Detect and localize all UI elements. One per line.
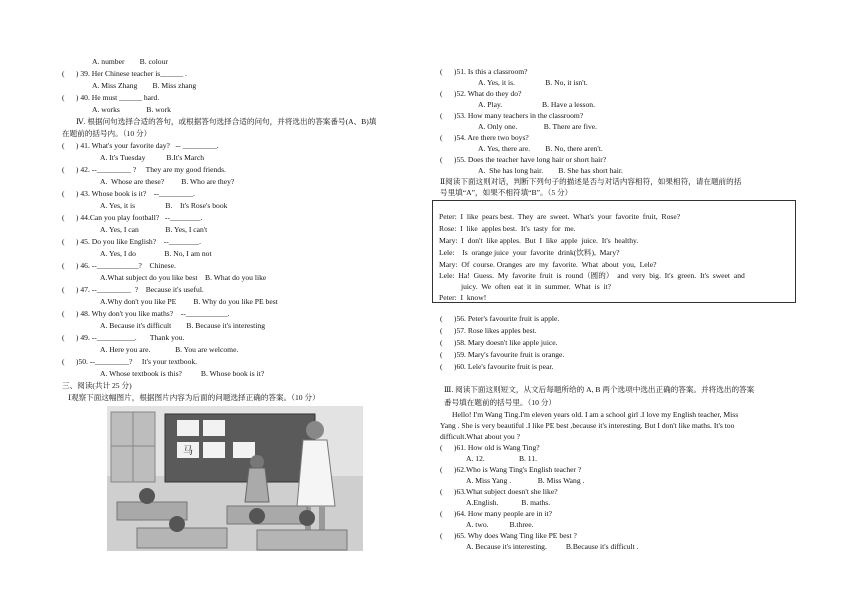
dialogue-line: juicy. We often eat it in summer. What is it? xyxy=(461,282,612,291)
question-45: ( ) 45. Do you like English? --________. xyxy=(62,237,201,246)
section-3-reading-heading: Ⅲ. 阅读下面这则短文，从文后每题所给的 A, B 两个选项中选出正确的答案。并将选出的答案 xyxy=(444,385,755,394)
question-48: ( ) 48. Why don't you like maths? --___________. xyxy=(62,309,230,318)
dialogue-line: Mary: I don't like apples. But I like apple juice. It's healthy. xyxy=(439,236,639,245)
question-64: ( )64. How many people are in it? xyxy=(440,509,552,518)
options-43: A. Yes, it is B. It's Rose's book xyxy=(100,201,228,210)
question-59: ( )59. Mary's favourite fruit is orange. xyxy=(440,350,565,359)
options-61: A. 12. B. 11. xyxy=(466,454,538,463)
question-44: ( ) 44.Can you play football? --________. xyxy=(62,213,203,222)
question-54: ( )54. Are there two boys? xyxy=(440,133,529,142)
options-54: A. Yes, there are. B. No, there aren't. xyxy=(478,144,603,153)
options-53: A. Only one. B. There are five. xyxy=(478,122,598,131)
passage-line: Yang . She is very beautiful .I like PE best ,because it's interesting. But I don't like maths. It's too xyxy=(440,421,735,430)
options-55: A. She has long hair. B. She has short hair. xyxy=(478,166,623,175)
options-62: A. Miss Yang . B. Miss Wang . xyxy=(466,476,585,485)
question-61: ( )61. How old is Wang Ting? xyxy=(440,443,540,452)
passage-line: Hello! I'm Wang Ting.I'm eleven years old. I am a school girl .I love my English teacher, Miss xyxy=(452,410,739,419)
question-43: ( ) 43. Whose book is it? --_________. xyxy=(62,189,195,198)
options-52: A. Play. B. Have a lesson. xyxy=(478,100,595,109)
classroom-illustration xyxy=(107,406,363,551)
options-48: A. Because it's difficult B. Because it's interesting xyxy=(100,321,265,330)
options-63: A.English. B. maths. xyxy=(466,498,551,507)
options-47: A.Why don't you like PE B. Why do you like PE best xyxy=(100,297,278,306)
question-58: ( )58. Mary doesn't like apple juice. xyxy=(440,338,558,347)
section-2-heading-cont: 号里填“A”，如果不相符填“B”。（5 分） xyxy=(440,188,573,197)
section-3-heading: 三、阅读(共计 25 分) xyxy=(62,381,132,390)
question-57: ( )57. Rose likes apples best. xyxy=(440,326,537,335)
dialogue-line: Lele: Ha! Guess. My favorite fruit is round（圆的） and very big. It's green. It's sweet and xyxy=(439,271,745,280)
option-line: A. number B. colour xyxy=(92,57,168,66)
reading-1-instructions: Ⅰ观察下面这幅图片，根据图片内容为后面的问题选择正确的答案。（10 分） xyxy=(68,393,320,402)
section-4-heading: Ⅳ. 根据问句选择合适的答句，或根据答句选择合适的问句，并将选出的答案番号(A、B)填 xyxy=(76,117,377,126)
dialogue-line: Peter: I like pears best. They are sweet. What's your favorite fruit, Rose? xyxy=(439,212,681,221)
dialogue-box xyxy=(432,200,796,303)
question-56: ( )56. Peter's favourite fruit is apple. xyxy=(440,314,560,323)
board-character: 马 xyxy=(183,446,193,457)
options-64: A. two. B.three. xyxy=(466,520,534,529)
options-44: A. Yes, I can B. Yes, I can't xyxy=(100,225,208,234)
question-51: ( )51. Is this a classroom? xyxy=(440,67,528,76)
question-47: ( ) 47. --_________ ? Because it's useful. xyxy=(62,285,204,294)
question-50: ( )50. --_________? It's your textbook. xyxy=(62,357,198,366)
section-3-reading-heading-cont: 番号填在题前的括号里。（10 分） xyxy=(444,398,557,407)
question-52: ( )52. What do they do? xyxy=(440,89,522,98)
options-40: A. works B. work xyxy=(92,105,171,114)
options-50: A. Whose textbook is this? B. Whose book is it? xyxy=(100,369,265,378)
question-49: ( ) 49. --__________. Thank you. xyxy=(62,333,185,342)
question-39: ( ) 39. Her Chinese teacher is______ . xyxy=(62,69,187,78)
question-55: ( )55. Does the teacher have long hair or short hair? xyxy=(440,155,607,164)
options-42: A. Whose are these? B. Who are they? xyxy=(100,177,235,186)
section-4-heading-cont: 在题前的括号内。（10 分） xyxy=(62,129,152,138)
options-65: A. Because it's interesting. B.Because it's difficult . xyxy=(466,542,639,551)
question-42: ( ) 42. --_________ ? They are my good friends. xyxy=(62,165,226,174)
passage-line: difficult.What about you ? xyxy=(440,432,520,441)
section-2-heading: Ⅱ阅读下面这则对话，判断下列句子的描述是否与对话内容相符，如果相符，请在题前的括 xyxy=(440,177,742,186)
options-49: A. Here you are. B. You are welcome. xyxy=(100,345,239,354)
question-63: ( )63.What subject doesn't she like? xyxy=(440,487,558,496)
question-62: ( )62.Who is Wang Ting's English teacher ? xyxy=(440,465,582,474)
question-65: ( )65. Why does Wang Ting like PE best ? xyxy=(440,531,577,540)
question-41: ( ) 41. What's your favorite day? -- _________. xyxy=(62,141,219,150)
options-41: A. It's Tuesday B.It's March xyxy=(100,153,204,162)
question-53: ( )53. How many teachers in the classroom? xyxy=(440,111,584,120)
question-46: ( ) 46. --___________? Chinese. xyxy=(62,261,176,270)
options-39: A. Miss Zhang B. Miss zhang xyxy=(92,81,197,90)
dialogue-line: Rose: I like apples best. It's tasty for me. xyxy=(439,224,576,233)
dialogue-line: Mary: Of course. Oranges are my favorite. What about you, Lele? xyxy=(439,260,657,269)
classroom-picture xyxy=(107,406,363,551)
question-60: ( )60. Lele's favourite fruit is pear. xyxy=(440,362,554,371)
dialogue-line: Lele: Is orange juice your favorite drink(饮料), Mary? xyxy=(439,248,620,257)
question-40: ( ) 40. He must ______ hard. xyxy=(62,93,160,102)
dialogue-line: Peter: I know! xyxy=(439,293,487,302)
options-46: A.What subject do you like best B. What do you like xyxy=(100,273,267,282)
options-45: A. Yes, I do B. No, I am not xyxy=(100,249,212,258)
options-51: A. Yes, it is. B. No, it isn't. xyxy=(478,78,588,87)
